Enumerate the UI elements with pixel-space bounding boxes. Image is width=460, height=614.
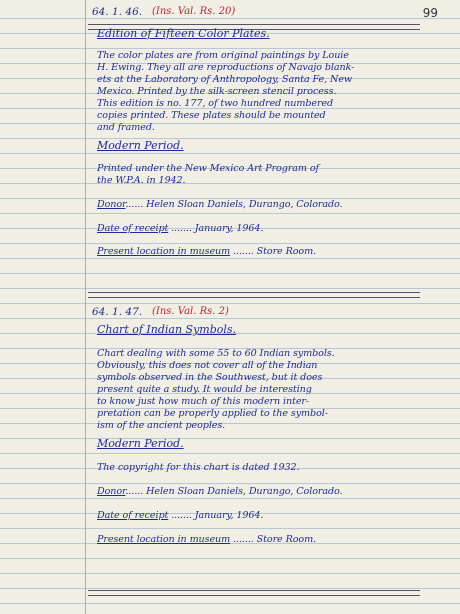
description-line: symbols observed in the Southwest, but it does: [97, 372, 323, 383]
entry-separator-rule: [88, 292, 420, 298]
description-line: copies printed. These plates should be mounted: [97, 110, 326, 121]
entry-title: Chart of Indian Symbols.: [97, 323, 237, 336]
location-line: Present location in museum ....... Store Room.: [97, 534, 317, 545]
modern-period-heading: Modern Period.: [97, 139, 184, 152]
description-line: H. Ewing. They all are reproductions of Navajo blank-: [97, 62, 355, 73]
margin-line: [85, 0, 86, 614]
modern-period-line: Printed under the New Mexico Art Program of: [97, 163, 319, 174]
description-line: ets at the Laboratory of Anthropology, Santa Fe, New: [97, 74, 353, 85]
bottom-double-rule: [88, 590, 420, 596]
receipt-label: Date of receipt: [97, 223, 169, 234]
receipt-label: Date of receipt: [97, 510, 169, 521]
receipt-line: Date of receipt ....... January, 1964.: [97, 510, 264, 521]
description-line: to know just how much of this modern inter-: [97, 396, 310, 407]
description-line: and framed.: [97, 122, 155, 133]
location-label: Present location in museum: [97, 534, 231, 545]
modern-period-line: the W.P.A. in 1942.: [97, 175, 186, 186]
description-line: Chart dealing with some 55 to 60 Indian symbols.: [97, 348, 335, 359]
donor-label: Donor: [97, 199, 126, 210]
description-line: Mexico. Printed by the silk-screen stencil process.: [97, 86, 337, 97]
donor-value: Helen Sloan Daniels, Durango, Colorado.: [146, 486, 343, 497]
donor-label: Donor: [97, 486, 126, 497]
receipt-value: January, 1964.: [194, 510, 264, 521]
catalog-number: 64. 1. 46.: [92, 6, 143, 18]
entry-title: Edition of Fifteen Color Plates.: [97, 27, 270, 40]
donor-value: Helen Sloan Daniels, Durango, Colorado.: [146, 199, 343, 210]
location-value: Store Room.: [256, 246, 317, 257]
page-number: 99: [422, 6, 438, 20]
description-line: This edition is no. 177, of two hundred numbered: [97, 98, 334, 109]
donor-line: Donor...... Helen Sloan Daniels, Durango, Colorado.: [97, 486, 343, 497]
description-line: Obviously, this does not cover all of the Indian: [97, 360, 318, 371]
description-line: pretation can be properly applied to the symbol-: [97, 408, 328, 419]
modern-period-line: The copyright for this chart is dated 1932.: [97, 462, 300, 473]
donor-line: Donor...... Helen Sloan Daniels, Durango, Colorado.: [97, 199, 343, 210]
description-line: present quite a study. It would be interesting: [97, 384, 312, 395]
insured-value-note: (Ins. Val. Rs. 2): [152, 306, 229, 317]
receipt-line: Date of receipt ....... January, 1964.: [97, 223, 264, 234]
location-label: Present location in museum: [97, 246, 231, 257]
receipt-value: January, 1964.: [194, 223, 264, 234]
description-line: ism of the ancient peoples.: [97, 420, 226, 431]
modern-period-heading: Modern Period.: [97, 437, 184, 450]
description-line: The color plates are from original paintings by Louie: [97, 50, 349, 61]
catalog-number: 64. 1. 47.: [92, 306, 143, 318]
location-value: Store Room.: [256, 534, 317, 545]
location-line: Present location in museum ....... Store Room.: [97, 246, 317, 257]
insured-value-note: (Ins. Val. Rs. 20): [152, 6, 236, 17]
